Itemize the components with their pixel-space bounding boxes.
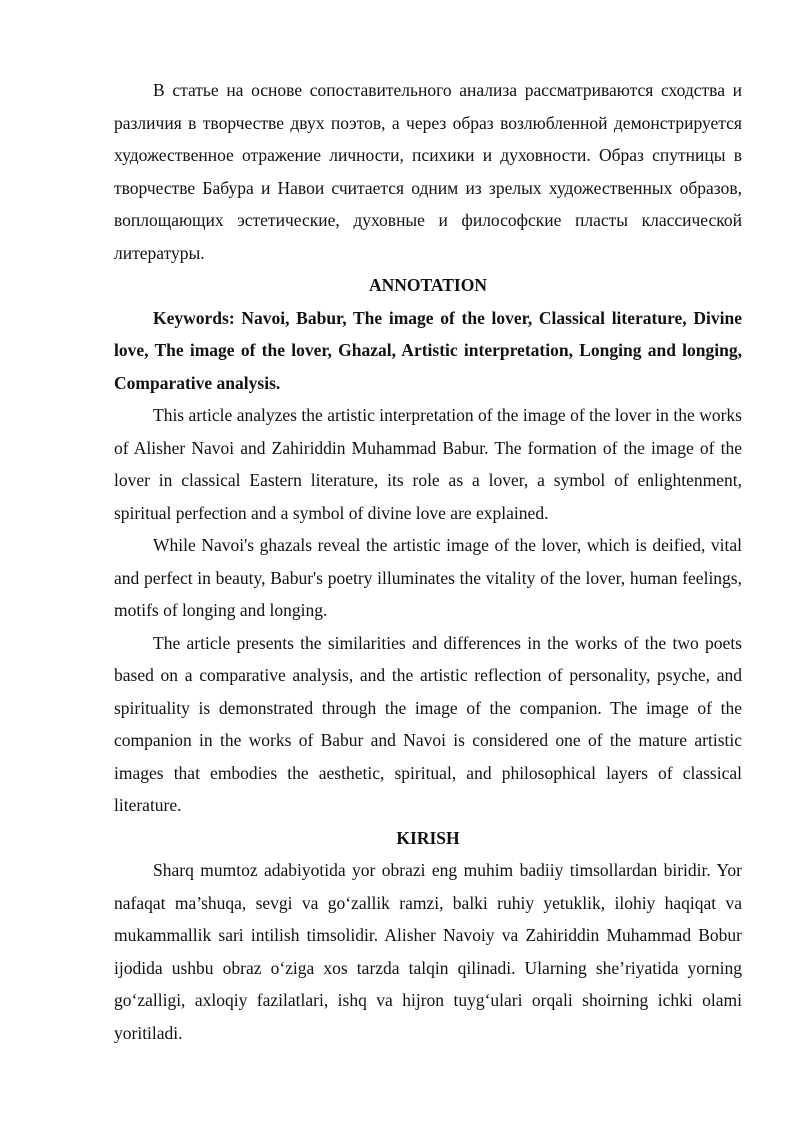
kirish-heading: KIRISH bbox=[396, 827, 460, 848]
annotation-paragraph-3: The article presents the similarities and differences in the works of the two poets based on a comparative analysis, and the artistic reflection of personality, psyche, and spirituality is demonstrated through the image of the companion. The image of the companion in the works of Babur and Navoi is considered one of the mature artistic images that embodies the aesthetic, spiritual, and philosophical layers of classical literature. bbox=[114, 632, 742, 815]
kirish-paragraph: Sharq mumtoz adabiyotida yor obrazi eng muhim badiiy timsollardan biridir. Yor nafaqat ma’shuqa, sevgi va go‘zallik ramzi, balki ruhiy yetuklik, ilohiy haqiqat va mukammallik sari intilish timsolidir. Alisher Navoiy va Zahiriddin Muhammad Bobur ijodida ushbu obraz o‘ziga xos tarzda talqin qilinadi. Ularning she’riyatida yorning go‘zalligi, axloqiy fazilatlari, ishq va hijron tuyg‘ulari orqali shoirning ichki olami yoritiladi. bbox=[114, 860, 742, 1043]
annotation-heading: ANNOTATION bbox=[369, 275, 487, 295]
russian-abstract-paragraph: В статье на основе сопоставительного анализа рассматриваются сходства и различия в творчестве двух поэтов, а через образ возлюбленной демонстрируется художественное отражение личности, психики и духовности. Образ спутницы в творчестве Бабура и Навои считается одним из зрелых художественных образов, воплощающих эстетические, духовные и философские пласты классической литературы. bbox=[114, 80, 742, 263]
annotation-paragraph-2: While Navoi's ghazals reveal the artistic image of the lover, which is deified, vital and perfect in beauty, Babur's poetry illuminates the vitality of the lover, human feelings, motifs of longing and longing. bbox=[114, 535, 742, 620]
annotation-paragraph-1: This article analyzes the artistic interpretation of the image of the lover in the works of Alisher Navoi and Zahiriddin Muhammad Babur. The formation of the image of the lover in classical Eastern literature, its role as a lover, a symbol of enlightenment, spiritual perfection and a symbol of divine love are explained. bbox=[114, 405, 742, 523]
keywords-paragraph: Keywords: Navoi, Babur, The image of the lover, Classical literature, Divine love, The image of the lover, Ghazal, Artistic interpretation, Longing and longing, Comparative analysis. bbox=[114, 307, 742, 393]
document-page bbox=[114, 74, 742, 1049]
